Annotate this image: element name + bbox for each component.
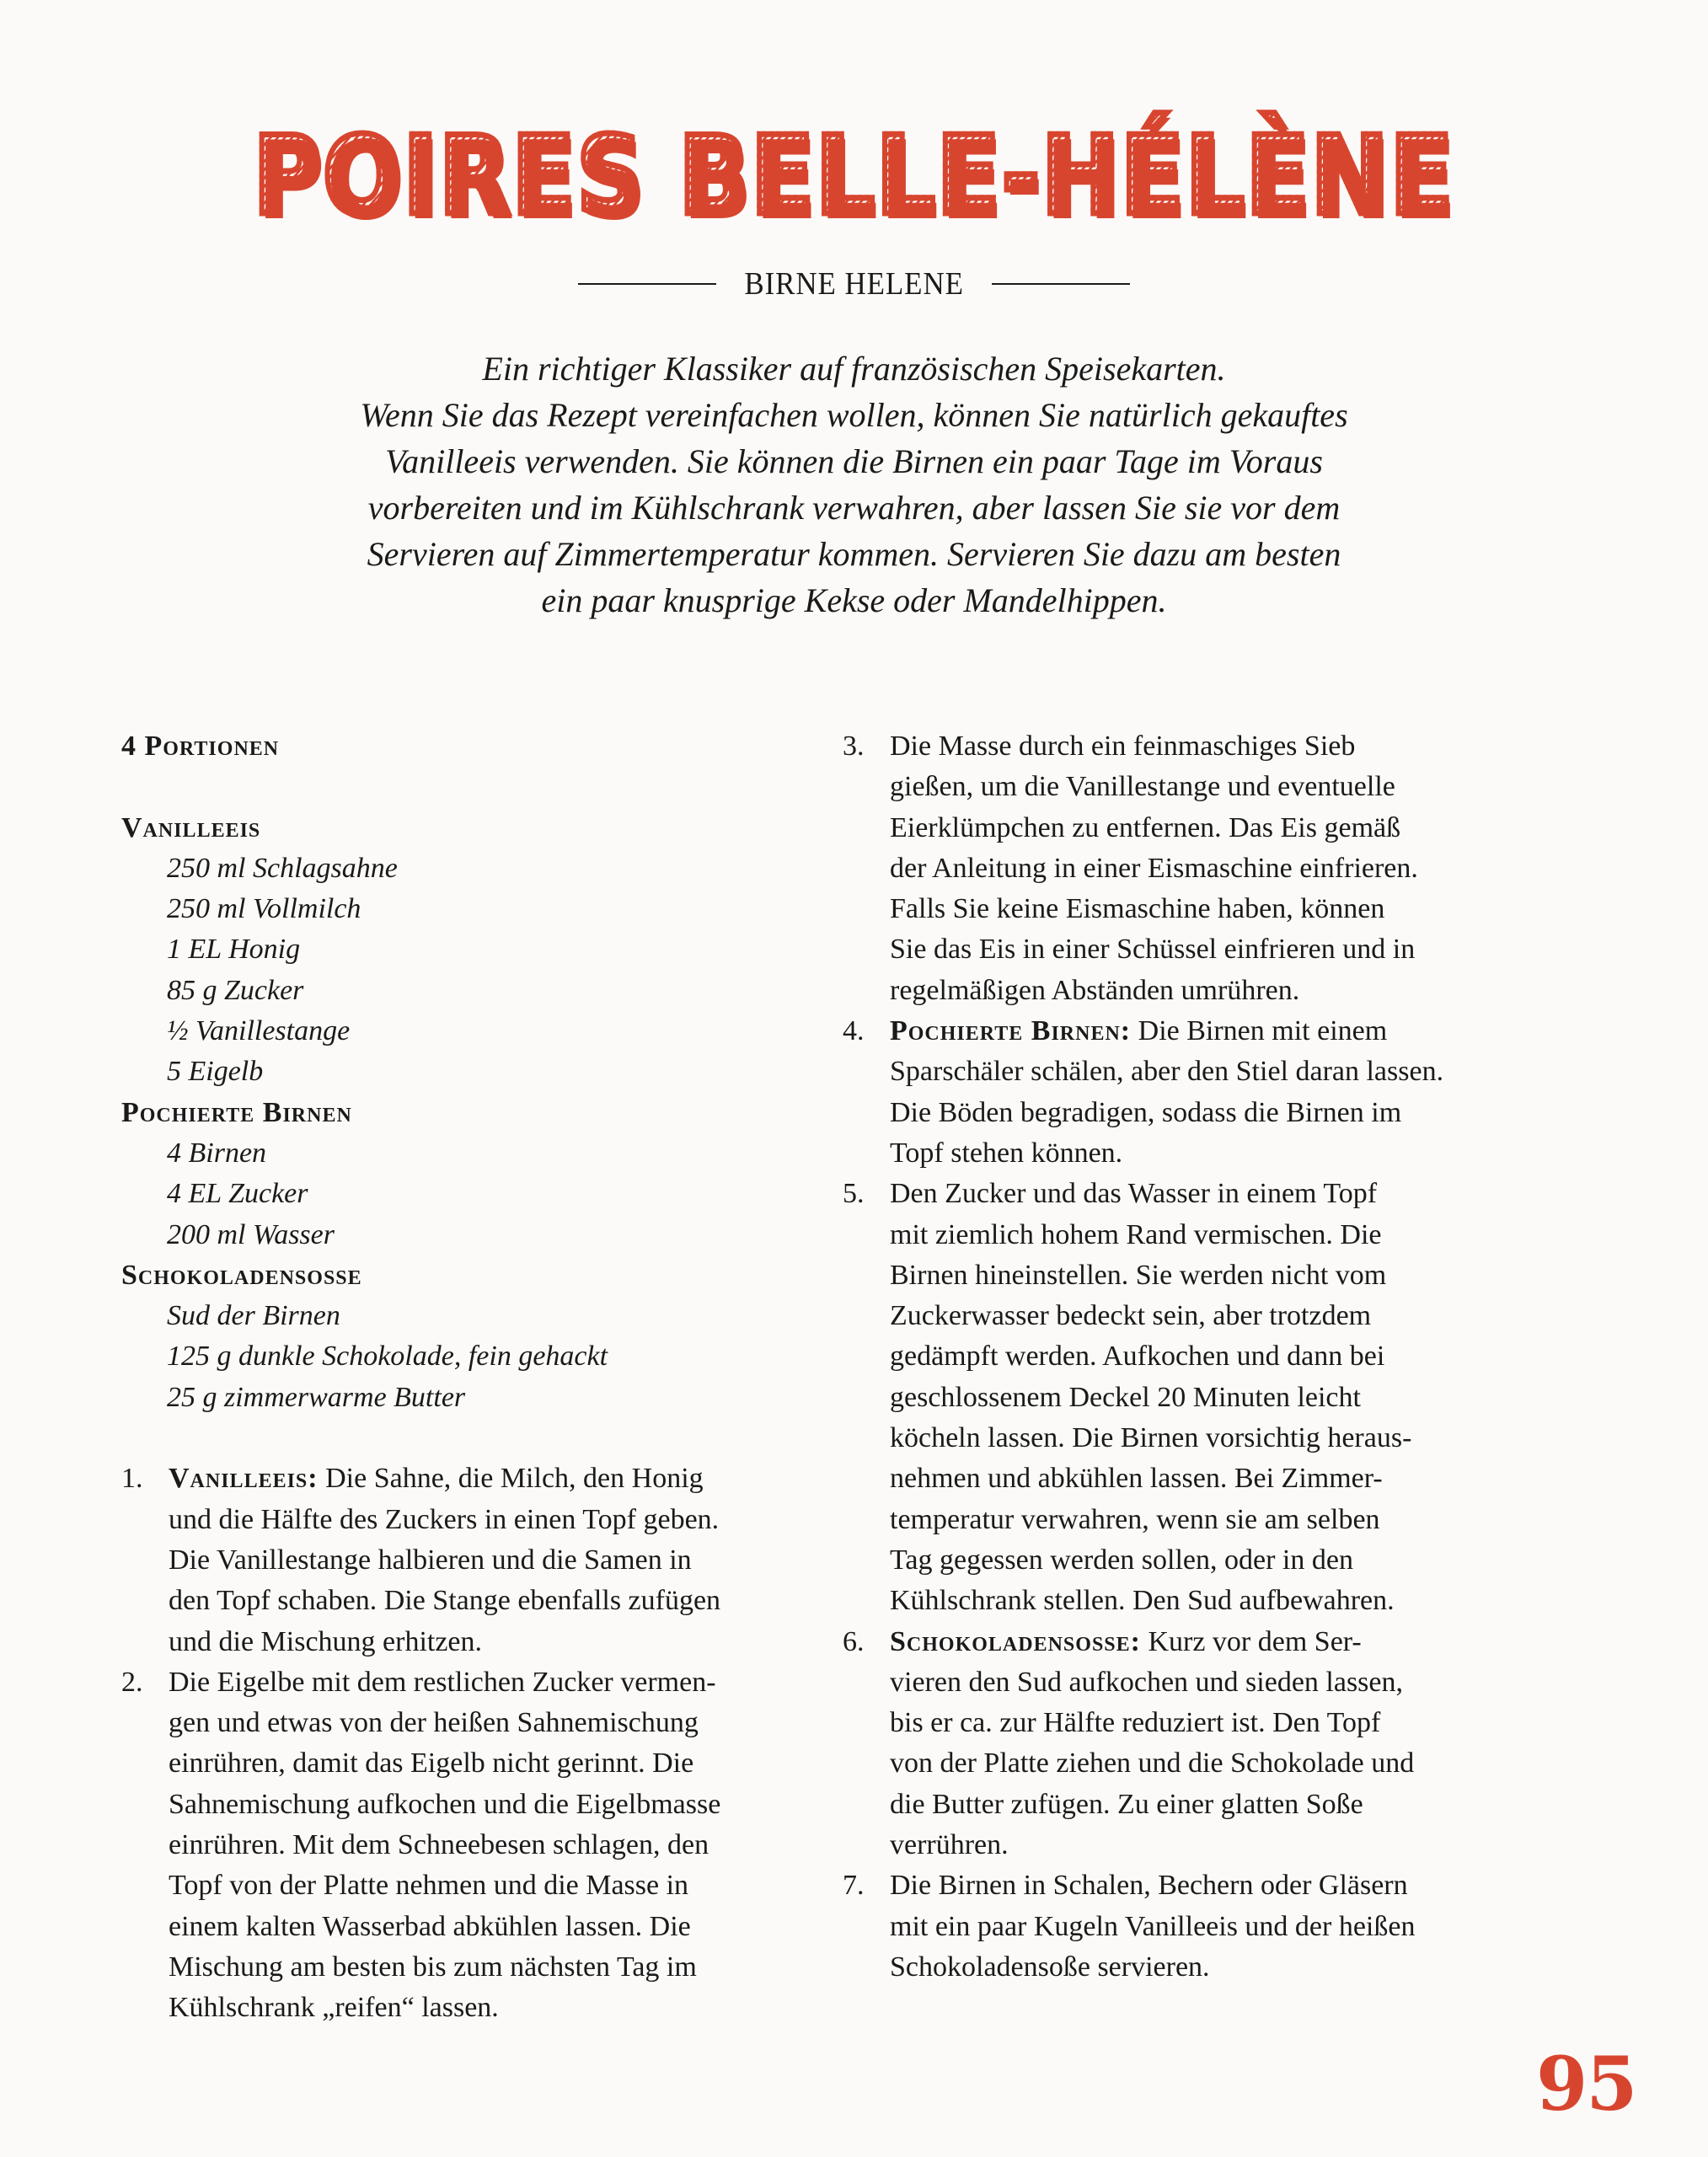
step-text: Kurz vor dem Ser- [1140, 1625, 1362, 1657]
step-text: gedämpft werden. Aufkochen und dann bei [890, 1341, 1385, 1373]
step-text: gießen, um die Vanillestange und eventuelle [890, 771, 1395, 803]
step-text: einem kalten Wasserbad abkühlen lassen. Die [169, 1910, 691, 1942]
right-column [843, 726, 1534, 1988]
intro-line: Vanilleeis verwenden. Sie können die Birnen ein paar Tage im Voraus [385, 442, 1323, 480]
step-number: 4. [843, 1015, 865, 1047]
step-text: Sahnemischung aufkochen und die Eigelbmasse [169, 1788, 721, 1820]
step-text: mit ein paar Kugeln Vanilleeis und der heißen [890, 1910, 1416, 1942]
step-4 [843, 1011, 1534, 1174]
intro-line: Ein richtiger Klassiker auf französischen Speisekarten. [482, 350, 1226, 388]
page-number: 95 [1536, 2040, 1636, 2128]
subtitle-rule-right [992, 283, 1130, 285]
ingredient-item: 125 g dunkle Schokolade, fein gehackt [167, 1341, 608, 1373]
ingredient-group-heading: Vanilleeis [121, 811, 261, 843]
step-number: 3. [843, 731, 865, 762]
step-text: und die Hälfte des Zuckers in einen Topf geben. [169, 1503, 720, 1535]
step-number: 5. [843, 1178, 865, 1210]
step-text: Sie das Eis in einer Schüssel einfrieren und in [890, 934, 1416, 966]
step-text: regelmäßigen Abständen umrühren. [890, 974, 1300, 1006]
step-text: Schokoladensoße servieren. [890, 1951, 1210, 1983]
recipe-title-text: POIRES BELLE-HÉLÈNE [253, 114, 1455, 239]
step-text: Die Vanillestange halbieren und die Samen in [169, 1544, 692, 1576]
step-text: Die Masse durch ein feinmaschiges Sieb [890, 731, 1356, 762]
intro-line: vorbereiten und im Kühlschrank verwahren, aber lassen Sie sie vor dem [367, 489, 1341, 527]
ingredient-item: ½ Vanillestange [167, 1015, 351, 1047]
step-text: Falls Sie keine Eismaschine haben, können [890, 893, 1385, 925]
intro-line: Servieren auf Zimmertemperatur kommen. Servieren Sie dazu am besten [367, 535, 1341, 573]
step-text: gen und etwas von der heißen Sahnemischung [169, 1707, 699, 1739]
step-text: Die Eigelbe mit dem restlichen Zucker vermen- [169, 1666, 716, 1698]
step-text: Topf von der Platte nehmen und die Masse in [169, 1870, 689, 1902]
step-text: einrühren. Mit dem Schneebesen schlagen, den [169, 1829, 709, 1861]
step-6 [843, 1622, 1534, 1866]
step-text: Die Birnen mit einem [1131, 1015, 1388, 1047]
step-text: Kühlschrank „reifen“ lassen. [169, 1992, 499, 2024]
step-text: der Anleitung in einer Eismaschine einfrieren. [890, 852, 1418, 884]
left-column [121, 726, 812, 2029]
ingredient-group-pochierte-birnen [121, 1093, 812, 1255]
step-text: von der Platte ziehen und die Schokolade und [890, 1748, 1415, 1780]
intro-paragraph [244, 345, 1464, 624]
step-text: bis er ca. zur Hälfte reduziert ist. Den Topf [890, 1707, 1381, 1739]
step-text: Die Birnen in Schalen, Bechern oder Gläsern [890, 1870, 1408, 1902]
step-number: 6. [843, 1625, 865, 1657]
ingredient-group-heading: Schokoladensosse [121, 1259, 362, 1291]
portions-label: 4 Portionen [121, 731, 280, 762]
step-text: köcheln lassen. Die Birnen vorsichtig heraus- [890, 1422, 1412, 1454]
step-text: Tag gegessen werden sollen, oder in den [890, 1544, 1353, 1576]
step-text: Den Zucker und das Wasser in einem Topf [890, 1178, 1378, 1210]
ingredient-item: Sud der Birnen [167, 1300, 340, 1332]
intro-line: ein paar knusprige Kekse oder Mandelhippen. [541, 581, 1167, 619]
recipe-subtitle: BIRNE HELENE [744, 266, 964, 302]
step-text: Birnen hineinstellen. Sie werden nicht vom [890, 1259, 1387, 1291]
ingredient-group-schokoladensosse [121, 1255, 812, 1418]
step-text: verrühren. [890, 1829, 1009, 1861]
ingredient-item: 1 EL Honig [167, 934, 301, 966]
step-7 [843, 1865, 1534, 1988]
ingredient-item: 250 ml Schlagsahne [167, 852, 398, 884]
ingredient-item: 5 Eigelb [167, 1056, 264, 1088]
step-text: den Topf schaben. Die Stange ebenfalls zufügen [169, 1585, 721, 1617]
step-text: Sparschäler schälen, aber den Stiel daran lassen. [890, 1056, 1444, 1088]
steps-list-left [121, 1459, 812, 2028]
recipe-title [120, 114, 1588, 239]
step-number: 7. [843, 1870, 865, 1902]
step-text: einrühren, damit das Eigelb nicht gerinnt. Die [169, 1748, 694, 1780]
step-text: die Butter zufügen. Zu einer glatten Soße [890, 1788, 1363, 1820]
step-text: Kühlschrank stellen. Den Sud aufbewahren. [890, 1585, 1395, 1617]
step-1 [121, 1459, 812, 1662]
step-text: Eierklümpchen zu entfernen. Das Eis gemäß [890, 811, 1401, 843]
step-label: Vanilleeis: [169, 1463, 319, 1495]
step-label: Pochierte Birnen: [890, 1015, 1132, 1047]
step-text: Die Böden begradigen, sodass die Birnen im [890, 1096, 1402, 1128]
step-number: 1. [121, 1463, 143, 1495]
ingredient-item: 4 EL Zucker [167, 1178, 308, 1210]
step-text: Die Sahne, die Milch, den Honig [318, 1463, 704, 1495]
subtitle-row [0, 263, 1708, 305]
step-text: und die Mischung erhitzen. [169, 1625, 483, 1657]
step-text: temperatur verwahren, wenn sie am selben [890, 1503, 1380, 1535]
ingredient-item: 85 g Zucker [167, 974, 304, 1006]
ingredient-item: 200 ml Wasser [167, 1218, 335, 1250]
ingredient-item: 4 Birnen [167, 1137, 267, 1169]
step-5 [843, 1174, 1534, 1621]
intro-line: Wenn Sie das Rezept vereinfachen wollen, können Sie natürlich gekauftes [360, 396, 1348, 434]
step-2 [121, 1662, 812, 2029]
step-text: vieren den Sud aufkochen und sieden lassen, [890, 1666, 1403, 1698]
step-text: nehmen und abkühlen lassen. Bei Zimmer- [890, 1463, 1383, 1495]
ingredient-item: 25 g zimmerwarme Butter [167, 1381, 466, 1413]
step-text: Topf stehen können. [890, 1137, 1123, 1169]
step-text: Mischung am besten bis zum nächsten Tag im [169, 1951, 697, 1983]
ingredient-group-vanilleeis [121, 808, 812, 1093]
subtitle-rule-left [578, 283, 716, 285]
step-text: mit ziemlich hohem Rand vermischen. Die [890, 1218, 1382, 1250]
ingredient-group-heading: Pochierte Birnen [121, 1096, 352, 1128]
ingredient-item: 250 ml Vollmilch [167, 893, 361, 925]
step-text: Zuckerwasser bedeckt sein, aber trotzdem [890, 1300, 1372, 1332]
step-number: 2. [121, 1666, 143, 1698]
step-label: Schokoladensosse: [890, 1625, 1141, 1657]
step-3 [843, 726, 1534, 1011]
step-text: geschlossenem Deckel 20 Minuten leicht [890, 1381, 1361, 1413]
